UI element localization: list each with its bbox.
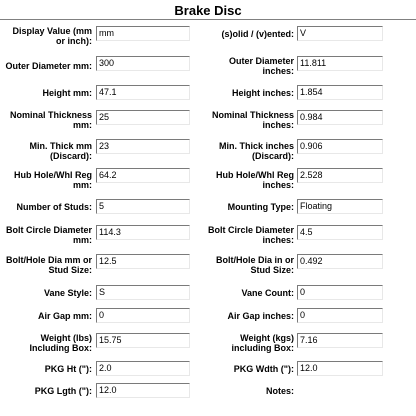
bolt-hole-inches-field[interactable]: 0.492 xyxy=(297,254,383,269)
bolt-circle-inches-label: Bolt Circle Diameter inches: xyxy=(207,225,294,245)
min-thick-mm-field[interactable]: 23 xyxy=(96,139,190,154)
nominal-thickness-mm-label: Nominal Thickness mm: xyxy=(9,110,92,130)
solid-vented-label: (s)olid / (v)ented: xyxy=(221,29,294,39)
air-gap-mm-label: Air Gap mm: xyxy=(37,311,92,321)
vane-style-label: Vane Style: xyxy=(43,288,92,298)
pkg-wdth-field[interactable]: 12.0 xyxy=(297,361,383,376)
pkg-ht-field[interactable]: 2.0 xyxy=(96,361,190,376)
outer-diameter-mm-field[interactable]: 300 xyxy=(96,56,190,71)
vane-count-label: Vane Count: xyxy=(241,288,294,298)
pkg-wdth-label: PKG Wdth ("): xyxy=(233,364,294,374)
bolt-hole-mm-field[interactable]: 12.5 xyxy=(96,254,190,269)
bolt-hole-inches-label: Bolt/Hole Dia in or Stud Size: xyxy=(215,255,294,275)
vane-count-field[interactable]: 0 xyxy=(297,285,383,300)
bolt-circle-mm-field[interactable]: 114.3 xyxy=(96,225,190,240)
number-of-studs-field[interactable]: 5 xyxy=(96,199,190,214)
weight-kgs-field[interactable]: 7.16 xyxy=(297,333,383,348)
hub-hole-mm-field[interactable]: 64.2 xyxy=(96,168,190,183)
height-inches-field[interactable]: 1.854 xyxy=(297,85,383,100)
height-mm-label: Height mm: xyxy=(42,88,92,98)
notes-label: Notes: xyxy=(265,386,294,396)
solid-vented-field[interactable]: V xyxy=(297,26,383,41)
pkg-lgth-field[interactable]: 12.0 xyxy=(96,383,190,398)
hub-hole-mm-label: Hub Hole/Whl Reg mm: xyxy=(14,170,92,190)
bolt-hole-mm-label: Bolt/Hole Dia mm or Stud Size: xyxy=(5,255,92,275)
display-value-field[interactable]: mm xyxy=(96,26,190,41)
page-title: Brake Disc xyxy=(174,3,242,18)
pkg-lgth-label: PKG Lgth ("): xyxy=(34,386,92,396)
hub-hole-inches-field[interactable]: 2.528 xyxy=(297,168,383,183)
pkg-ht-label: PKG Ht ("): xyxy=(44,364,92,374)
nominal-thickness-mm-field[interactable]: 25 xyxy=(96,110,190,125)
outer-diameter-inches-field[interactable]: 11.811 xyxy=(297,56,383,71)
weight-lbs-field[interactable]: 15.75 xyxy=(96,333,190,348)
air-gap-inches-field[interactable]: 0 xyxy=(297,308,383,323)
nominal-thickness-inches-label: Nominal Thickness inches: xyxy=(211,110,294,130)
bolt-circle-mm-label: Bolt Circle Diameter mm: xyxy=(5,225,92,245)
mounting-type-field[interactable]: Floating xyxy=(297,199,383,214)
air-gap-mm-field[interactable]: 0 xyxy=(96,308,190,323)
display-value-label: Display Value (mm or inch): xyxy=(12,26,92,46)
height-inches-label: Height inches: xyxy=(231,88,294,98)
title-divider xyxy=(0,19,416,20)
min-thick-inches-label: Min. Thick inches (Discard): xyxy=(218,141,294,161)
bolt-circle-inches-field[interactable]: 4.5 xyxy=(297,225,383,240)
mounting-type-label: Mounting Type: xyxy=(227,202,294,212)
air-gap-inches-label: Air Gap inches: xyxy=(227,311,294,321)
outer-diameter-inches-label: Outer Diameter inches: xyxy=(228,56,294,76)
height-mm-field[interactable]: 47.1 xyxy=(96,85,190,100)
min-thick-inches-field[interactable]: 0.906 xyxy=(297,139,383,154)
number-of-studs-label: Number of Studs: xyxy=(16,202,92,212)
min-thick-mm-label: Min. Thick mm (Discard): xyxy=(29,141,92,161)
hub-hole-inches-label: Hub Hole/Whl Reg inches: xyxy=(216,170,294,190)
weight-lbs-label: Weight (lbs) Including Box: xyxy=(29,333,92,353)
vane-style-field[interactable]: S xyxy=(96,285,190,300)
outer-diameter-mm-label: Outer Diameter mm: xyxy=(5,61,92,71)
weight-kgs-label: Weight (kgs) including Box: xyxy=(231,333,294,353)
nominal-thickness-inches-field[interactable]: 0.984 xyxy=(297,110,383,125)
